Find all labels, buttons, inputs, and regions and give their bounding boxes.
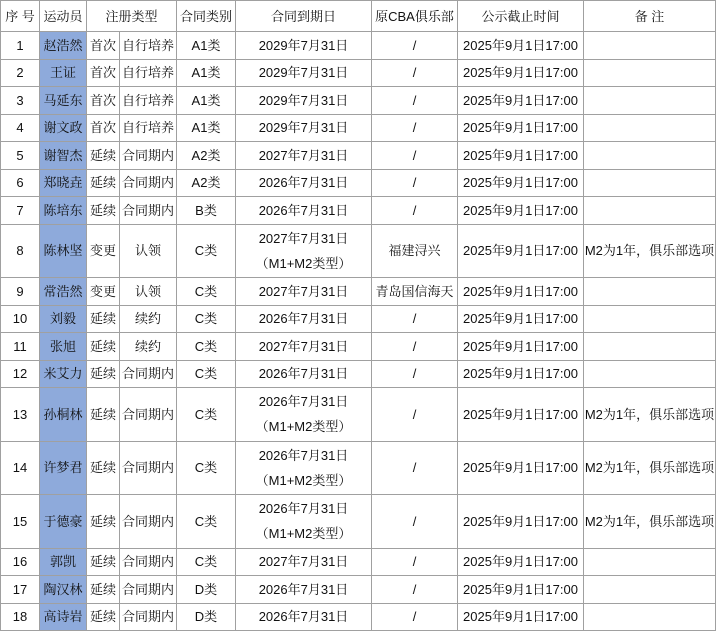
cell-expiry: [236, 87, 372, 115]
cell-former-club: /: [372, 495, 458, 549]
cell-expiry: [236, 278, 372, 306]
cell-deadline: 2025年9月1日17:00: [458, 333, 584, 361]
cell-remark: [584, 549, 716, 577]
expiry-date: 2029年7月31日: [258, 92, 349, 108]
table-row: [1, 442, 716, 496]
cell-contract-class: C类: [177, 225, 236, 279]
cell-former-club: /: [372, 576, 458, 604]
table-row: [1, 60, 716, 88]
cell-athlete: 常浩然: [40, 278, 87, 306]
cell-reg-subtype: 续约: [120, 306, 177, 334]
cell-remark: M2为1年，俱乐部选项: [584, 225, 716, 279]
table-row: [1, 87, 716, 115]
cell-contract-class: C类: [177, 278, 236, 306]
expiry-contract-type-note: （M1+M2类型）: [255, 419, 352, 435]
cell-reg-subtype: 合同期内: [120, 388, 177, 442]
cell-contract-class: B类: [177, 197, 236, 225]
cell-reg-subtype: 合同期内: [120, 361, 177, 389]
expiry-date: 2027年7月31日: [258, 283, 349, 299]
expiry-date: 2026年7月31日: [258, 202, 349, 218]
cell-reg-type: 延续: [87, 495, 120, 549]
header-former-club: 原CBA俱乐部: [372, 1, 458, 32]
cell-former-club: /: [372, 442, 458, 496]
cell-expiry: [236, 576, 372, 604]
cell-reg-subtype: 合同期内: [120, 604, 177, 632]
cell-expiry: [236, 306, 372, 334]
cell-seq: 6: [1, 170, 40, 198]
cell-expiry: [236, 442, 372, 496]
cell-former-club: /: [372, 87, 458, 115]
table-row: [1, 549, 716, 577]
cell-deadline: 2025年9月1日17:00: [458, 60, 584, 88]
table-row: [1, 576, 716, 604]
cell-former-club: /: [372, 32, 458, 60]
header-row: [1, 1, 716, 32]
cell-athlete: 郭凯: [40, 549, 87, 577]
cell-expiry: [236, 60, 372, 88]
cell-reg-subtype: 认领: [120, 278, 177, 306]
header-athlete: 运动员: [40, 1, 87, 32]
cell-former-club: /: [372, 604, 458, 632]
cell-reg-subtype: 自行培养: [120, 60, 177, 88]
cell-reg-type: 延续: [87, 549, 120, 577]
cell-deadline: 2025年9月1日17:00: [458, 549, 584, 577]
expiry-date: 2026年7月31日: [258, 366, 349, 382]
cell-deadline: 2025年9月1日17:00: [458, 278, 584, 306]
cell-former-club: /: [372, 361, 458, 389]
cell-seq: 11: [1, 333, 40, 361]
cell-contract-class: D类: [177, 576, 236, 604]
expiry-date: 2026年7月31日: [258, 501, 349, 517]
header-deadline: 公示截止时间: [458, 1, 584, 32]
cell-seq: 1: [1, 32, 40, 60]
cell-former-club: 福建浔兴: [372, 225, 458, 279]
cell-remark: [584, 87, 716, 115]
cell-contract-class: A2类: [177, 142, 236, 170]
header-contract-class: 合同类别: [177, 1, 236, 32]
cell-athlete: 张旭: [40, 333, 87, 361]
cell-contract-class: C类: [177, 361, 236, 389]
expiry-date: 2026年7月31日: [258, 581, 349, 597]
cell-deadline: 2025年9月1日17:00: [458, 170, 584, 198]
cell-contract-class: A1类: [177, 32, 236, 60]
table-row: [1, 306, 716, 334]
table-row: [1, 333, 716, 361]
cell-seq: 17: [1, 576, 40, 604]
cell-athlete: 米艾力: [40, 361, 87, 389]
cell-deadline: 2025年9月1日17:00: [458, 87, 584, 115]
cell-deadline: 2025年9月1日17:00: [458, 197, 584, 225]
cell-seq: 9: [1, 278, 40, 306]
cell-reg-type: 延续: [87, 170, 120, 198]
cell-reg-type: 延续: [87, 142, 120, 170]
header-expiry-date: 合同到期日: [236, 1, 372, 32]
cell-remark: [584, 170, 716, 198]
cell-contract-class: C类: [177, 388, 236, 442]
cell-seq: 4: [1, 115, 40, 143]
cell-contract-class: C类: [177, 495, 236, 549]
cell-reg-type: 延续: [87, 361, 120, 389]
cell-athlete: 陈林坚: [40, 225, 87, 279]
cell-deadline: 2025年9月1日17:00: [458, 442, 584, 496]
cell-contract-class: A1类: [177, 60, 236, 88]
table-row: [1, 170, 716, 198]
cell-seq: 12: [1, 361, 40, 389]
cell-deadline: 2025年9月1日17:00: [458, 306, 584, 334]
cell-remark: [584, 604, 716, 632]
cell-reg-subtype: 合同期内: [120, 142, 177, 170]
cell-remark: [584, 278, 716, 306]
cell-reg-type: 延续: [87, 388, 120, 442]
cell-athlete: 赵浩然: [40, 32, 87, 60]
cell-former-club: /: [372, 115, 458, 143]
cell-reg-subtype: 自行培养: [120, 115, 177, 143]
cell-reg-type: 变更: [87, 278, 120, 306]
table-row: [1, 604, 716, 632]
cell-seq: 18: [1, 604, 40, 632]
cell-deadline: 2025年9月1日17:00: [458, 225, 584, 279]
cell-contract-class: A2类: [177, 170, 236, 198]
header-remark: 备 注: [584, 1, 716, 32]
expiry-date: 2027年7月31日: [258, 230, 349, 246]
cell-athlete: 王证: [40, 60, 87, 88]
cell-remark: [584, 197, 716, 225]
cell-reg-subtype: 合同期内: [120, 442, 177, 496]
cell-reg-subtype: 合同期内: [120, 197, 177, 225]
table-row: [1, 361, 716, 389]
cell-athlete: 孙桐林: [40, 388, 87, 442]
expiry-date: 2027年7月31日: [258, 147, 349, 163]
expiry-date: 2027年7月31日: [258, 338, 349, 354]
cell-remark: [584, 333, 716, 361]
expiry-date: 2026年7月31日: [258, 311, 349, 327]
cell-reg-subtype: 续约: [120, 333, 177, 361]
cell-former-club: /: [372, 142, 458, 170]
cell-seq: 7: [1, 197, 40, 225]
cell-former-club: /: [372, 197, 458, 225]
cell-seq: 14: [1, 442, 40, 496]
cell-deadline: 2025年9月1日17:00: [458, 388, 584, 442]
table-row: [1, 225, 716, 279]
cell-expiry: [236, 549, 372, 577]
cell-remark: [584, 115, 716, 143]
cell-seq: 2: [1, 60, 40, 88]
header-seq: 序 号: [1, 1, 40, 32]
cell-reg-subtype: 自行培养: [120, 32, 177, 60]
cell-reg-type: 延续: [87, 306, 120, 334]
cell-former-club: /: [372, 170, 458, 198]
cell-seq: 13: [1, 388, 40, 442]
cell-athlete: 郑晓垚: [40, 170, 87, 198]
cell-remark: [584, 32, 716, 60]
table-row: [1, 278, 716, 306]
cell-former-club: 青岛国信海天: [372, 278, 458, 306]
cell-deadline: 2025年9月1日17:00: [458, 115, 584, 143]
expiry-date: 2029年7月31日: [258, 120, 349, 136]
cell-reg-type: 延续: [87, 604, 120, 632]
cell-expiry: [236, 225, 372, 279]
table-row: [1, 142, 716, 170]
cell-reg-type: 首次: [87, 60, 120, 88]
cell-former-club: /: [372, 306, 458, 334]
expiry-date: 2026年7月31日: [258, 394, 349, 410]
cell-expiry: [236, 388, 372, 442]
cell-reg-subtype: 认领: [120, 225, 177, 279]
expiry-date: 2029年7月31日: [258, 65, 349, 81]
cell-contract-class: A1类: [177, 87, 236, 115]
cell-deadline: 2025年9月1日17:00: [458, 32, 584, 60]
cell-former-club: /: [372, 549, 458, 577]
cell-reg-subtype: 合同期内: [120, 170, 177, 198]
cell-expiry: [236, 170, 372, 198]
cell-contract-class: D类: [177, 604, 236, 632]
cell-former-club: /: [372, 60, 458, 88]
table-row: [1, 197, 716, 225]
cell-deadline: 2025年9月1日17:00: [458, 495, 584, 549]
cell-deadline: 2025年9月1日17:00: [458, 604, 584, 632]
cell-remark: M2为1年，俱乐部选项: [584, 442, 716, 496]
cell-reg-type: 延续: [87, 442, 120, 496]
cell-athlete: 于德豪: [40, 495, 87, 549]
header-registration-type: 注册类型: [87, 1, 177, 32]
cell-remark: M2为1年，俱乐部选项: [584, 495, 716, 549]
expiry-contract-type-note: （M1+M2类型）: [255, 472, 352, 488]
cell-contract-class: C类: [177, 333, 236, 361]
table-row: [1, 115, 716, 143]
cell-contract-class: C类: [177, 549, 236, 577]
cell-remark: [584, 306, 716, 334]
cell-former-club: /: [372, 333, 458, 361]
cell-seq: 5: [1, 142, 40, 170]
cell-reg-subtype: 合同期内: [120, 576, 177, 604]
cell-athlete: 马延东: [40, 87, 87, 115]
cell-athlete: 谢智杰: [40, 142, 87, 170]
cell-expiry: [236, 32, 372, 60]
cell-seq: 16: [1, 549, 40, 577]
table-row: [1, 32, 716, 60]
cell-contract-class: C类: [177, 442, 236, 496]
cell-reg-type: 首次: [87, 32, 120, 60]
expiry-contract-type-note: （M1+M2类型）: [255, 526, 352, 542]
cell-contract-class: C类: [177, 306, 236, 334]
cell-remark: M2为1年，俱乐部选项: [584, 388, 716, 442]
cell-seq: 15: [1, 495, 40, 549]
cell-athlete: 高诗岩: [40, 604, 87, 632]
cell-reg-type: 变更: [87, 225, 120, 279]
cell-seq: 8: [1, 225, 40, 279]
expiry-date: 2029年7月31日: [258, 37, 349, 53]
expiry-date: 2026年7月31日: [258, 447, 349, 463]
cell-athlete: 许梦君: [40, 442, 87, 496]
cell-expiry: [236, 333, 372, 361]
cell-athlete: 谢文政: [40, 115, 87, 143]
cell-remark: [584, 361, 716, 389]
cell-remark: [584, 576, 716, 604]
cell-remark: [584, 142, 716, 170]
expiry-contract-type-note: （M1+M2类型）: [255, 255, 352, 271]
cell-expiry: [236, 604, 372, 632]
cell-reg-subtype: 合同期内: [120, 495, 177, 549]
cell-reg-type: 首次: [87, 87, 120, 115]
cell-seq: 10: [1, 306, 40, 334]
cell-former-club: /: [372, 388, 458, 442]
cell-deadline: 2025年9月1日17:00: [458, 576, 584, 604]
cell-athlete: 刘毅: [40, 306, 87, 334]
expiry-date: 2027年7月31日: [258, 554, 349, 570]
expiry-date: 2026年7月31日: [258, 609, 349, 625]
cell-reg-subtype: 合同期内: [120, 549, 177, 577]
cell-expiry: [236, 361, 372, 389]
cell-reg-type: 首次: [87, 115, 120, 143]
cell-seq: 3: [1, 87, 40, 115]
cell-reg-type: 延续: [87, 197, 120, 225]
cell-reg-subtype: 自行培养: [120, 87, 177, 115]
cell-deadline: 2025年9月1日17:00: [458, 142, 584, 170]
cell-athlete: 陈培东: [40, 197, 87, 225]
table-row: [1, 495, 716, 549]
cell-reg-type: 延续: [87, 333, 120, 361]
cell-expiry: [236, 115, 372, 143]
expiry-date: 2026年7月31日: [258, 175, 349, 191]
cell-contract-class: A1类: [177, 115, 236, 143]
table-row: [1, 388, 716, 442]
cell-reg-type: 延续: [87, 576, 120, 604]
cell-athlete: 陶汉林: [40, 576, 87, 604]
table-body: [1, 32, 716, 631]
cell-deadline: 2025年9月1日17:00: [458, 361, 584, 389]
cell-expiry: [236, 197, 372, 225]
cell-expiry: [236, 495, 372, 549]
cell-remark: [584, 60, 716, 88]
cell-expiry: [236, 142, 372, 170]
